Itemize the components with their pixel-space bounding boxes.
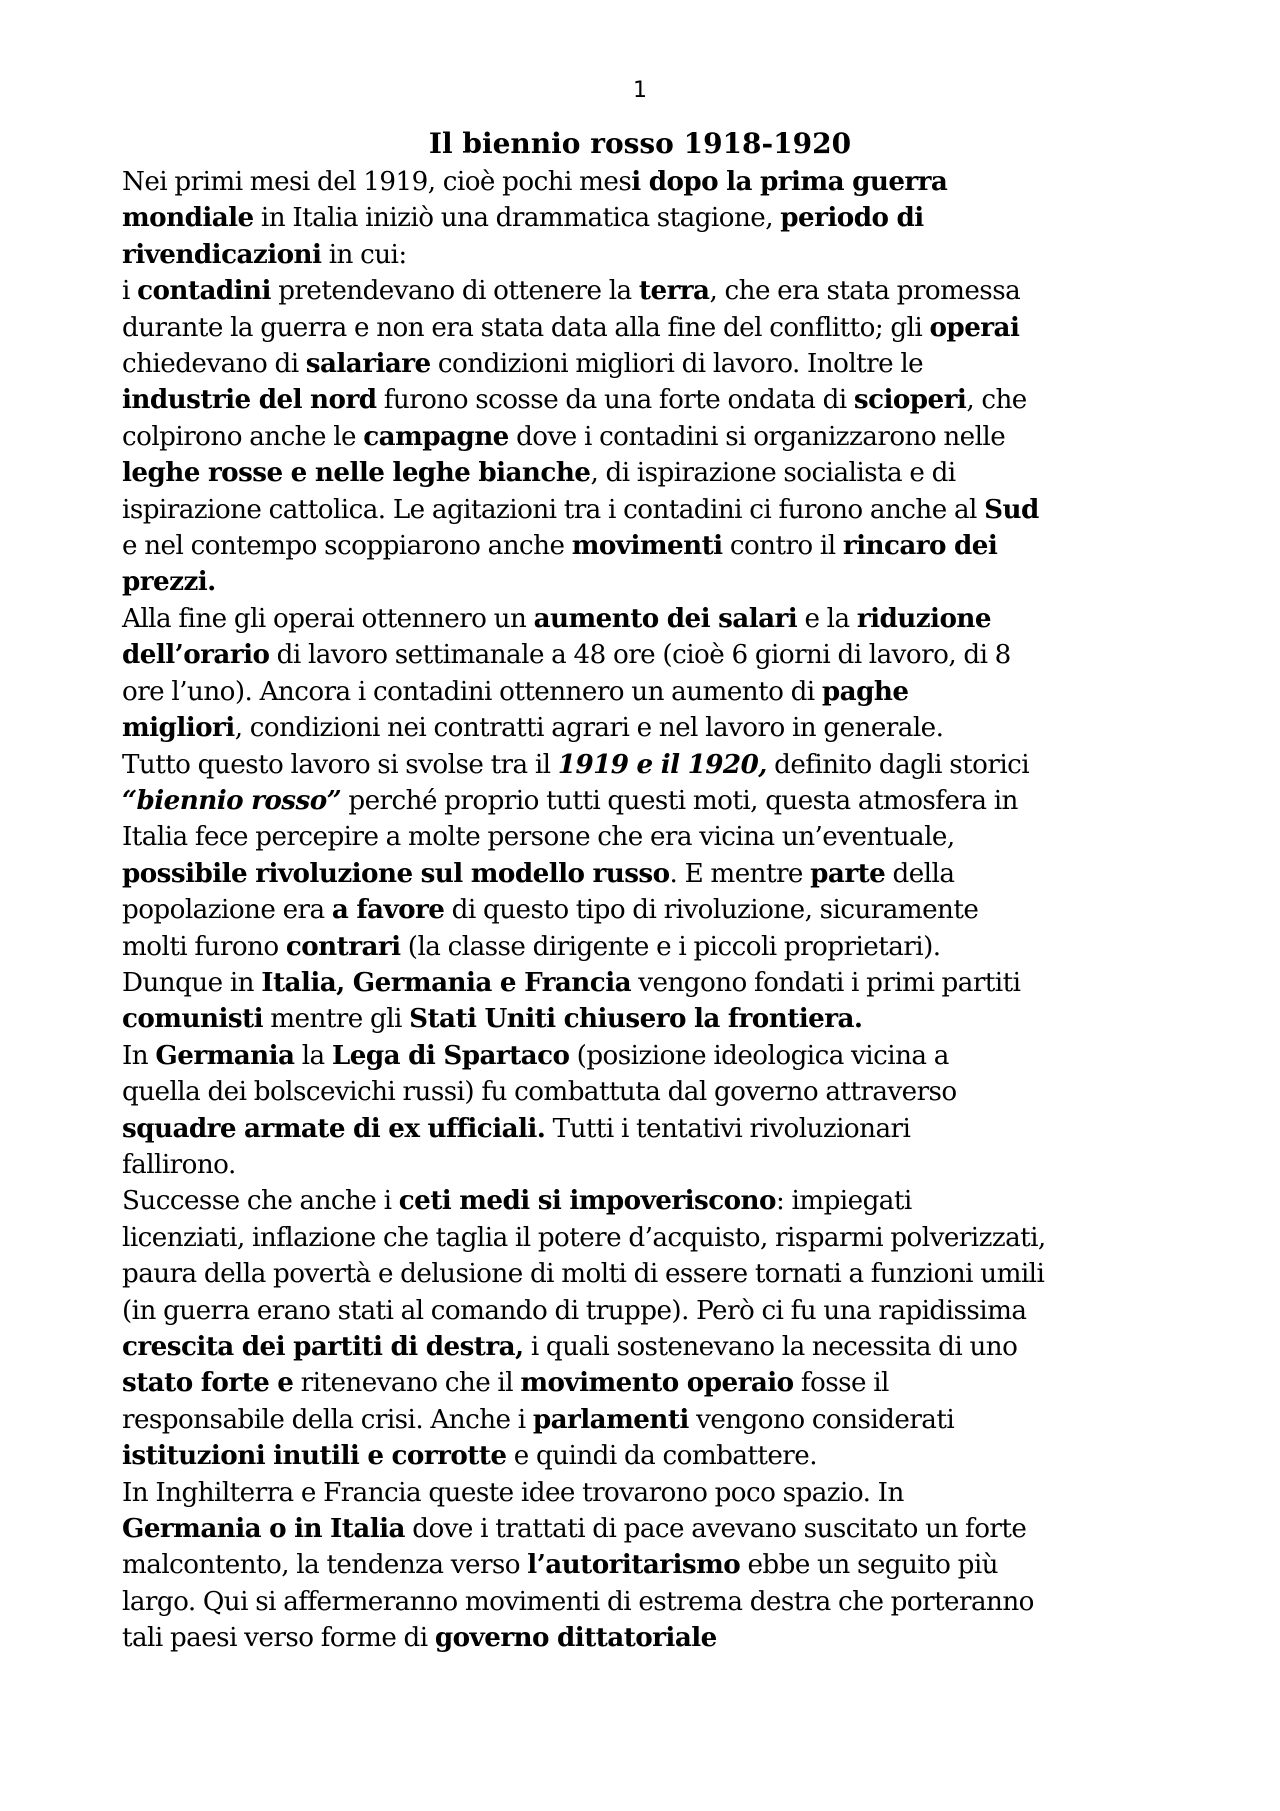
text-line: [122, 1001, 1182, 1037]
bold-text: comunisti: [122, 1003, 263, 1035]
bold-text: crescita dei partiti di destra,: [122, 1331, 524, 1362]
plain-text: dove i contadini si organizzarono nelle: [508, 421, 1006, 452]
bold-italic-text: 1919 e il 1920,: [557, 748, 767, 780]
bold-text: rivendicazioni: [122, 238, 322, 270]
text-line: [122, 1438, 1182, 1474]
text-line: [122, 492, 1182, 528]
text-line: [122, 1220, 1182, 1256]
text-line: [122, 1038, 1182, 1074]
plain-text: della: [885, 858, 955, 889]
bold-text: Sud: [984, 493, 1039, 525]
plain-text: molti furono: [122, 931, 286, 962]
plain-text: e nel contempo scoppiarono anche: [122, 531, 572, 562]
text-line: [122, 1293, 1182, 1329]
plain-text: . E mentre: [669, 858, 811, 889]
plain-text: In Inghilterra e Francia queste idee trovarono poco spazio. In: [122, 1477, 904, 1508]
plain-text: chiedevano di: [122, 349, 306, 380]
plain-text: e la: [797, 603, 857, 634]
plain-text: tali paesi verso forme di: [122, 1623, 435, 1654]
plain-text: , di ispirazione socialista e di: [590, 458, 956, 489]
plain-text: contro il: [722, 531, 843, 562]
plain-text: In: [122, 1040, 156, 1071]
text-line: [122, 273, 1182, 309]
bold-text: l’autoritarismo: [527, 1549, 741, 1581]
page-number: 1: [633, 78, 647, 103]
text-line: [122, 1147, 1182, 1183]
plain-text: i quali sostenevano la necessita di uno: [523, 1332, 1018, 1362]
text-line: [122, 819, 1182, 855]
text-line: [122, 1365, 1182, 1401]
text-line: [122, 783, 1182, 819]
plain-text: di questo tipo di rivoluzione, sicuramente: [444, 895, 979, 926]
bold-text: aumento dei salari: [533, 602, 798, 634]
plain-text: malcontento, la tendenza verso: [122, 1550, 528, 1581]
text-line: [122, 382, 1182, 418]
text-line: [122, 1475, 1182, 1511]
bold-text: squadre armate di ex ufficiali.: [122, 1112, 546, 1144]
text-line: [122, 747, 1182, 783]
plain-text: in cui:: [321, 239, 407, 270]
text-line: [122, 419, 1182, 455]
plain-text: vengono fondati i primi partiti: [631, 967, 1021, 998]
text-line: [122, 1620, 1182, 1656]
plain-text: (la classe dirigente e i piccoli proprietari).: [400, 931, 941, 962]
bold-text: scioperi: [853, 384, 967, 416]
bold-text: campagne: [363, 420, 509, 452]
document-body: [122, 164, 1182, 1657]
plain-text: responsabile della crisi. Anche i: [122, 1404, 533, 1435]
bold-text: Italia, Germania e Francia: [261, 966, 632, 998]
plain-text: , che era stata promessa: [709, 276, 1021, 307]
plain-text: Tutti i tentativi rivoluzionari: [545, 1113, 911, 1144]
plain-text: dove i trattati di pace avevano suscitato un forte: [404, 1514, 1027, 1545]
plain-text: ispirazione cattolica. Le agitazioni tra i contadini ci furono anche al: [122, 494, 985, 525]
bold-text: salariare: [305, 348, 431, 380]
text-line: [122, 601, 1182, 637]
text-line: [122, 346, 1182, 382]
plain-text: e quindi da combattere.: [506, 1441, 817, 1472]
bold-text: governo dittatoriale: [434, 1622, 717, 1654]
plain-text: largo. Qui si affermeranno movimenti di estrema destra che porteranno: [122, 1586, 1034, 1617]
text-line: [122, 965, 1182, 1001]
plain-text: pretendevano di ottenere la: [270, 276, 639, 307]
text-line: [122, 856, 1182, 892]
bold-text: dell’orario: [122, 639, 270, 671]
text-line: [122, 1402, 1182, 1438]
bold-text: riduzione: [856, 602, 991, 634]
plain-text: quella dei bolscevichi russi) fu combattuta dal governo attraverso: [122, 1077, 957, 1108]
text-line: [122, 1329, 1182, 1365]
plain-text: fosse il: [793, 1368, 889, 1399]
text-line: [122, 1111, 1182, 1147]
plain-text: vengono considerati: [688, 1404, 955, 1435]
bold-text: contadini: [137, 275, 271, 307]
bold-text: ceti medi si impoveriscono: [398, 1185, 776, 1217]
bold-text: istituzioni inutili e corrotte: [122, 1440, 507, 1472]
bold-text: Germania o in Italia: [122, 1513, 405, 1545]
text-line: [122, 237, 1182, 273]
text-line: [122, 200, 1182, 236]
bold-text: contrari: [285, 930, 401, 962]
bold-text: possibile rivoluzione sul modello russo: [122, 857, 670, 889]
plain-text: , condizioni nei contratti agrari e nel lavoro in generale.: [234, 713, 944, 744]
plain-text: ebbe un seguito più: [740, 1550, 998, 1581]
plain-text: ore l’uno). Ancora i contadini ottennero un aumento di: [122, 676, 822, 707]
plain-text: , che: [966, 385, 1027, 416]
bold-text: prezzi.: [122, 566, 216, 598]
plain-text: in Italia iniziò una drammatica stagione,: [253, 203, 781, 234]
document-title: Il biennio rosso 1918-1920: [428, 127, 852, 160]
text-line: [122, 310, 1182, 346]
plain-text: licenziati, inflazione che taglia il potere d’acquisto, risparmi polverizzati,: [122, 1222, 1046, 1253]
plain-text: durante la guerra e non era stata data alla fine del conflitto; gli: [122, 312, 930, 343]
bold-text: leghe rosse e nelle leghe bianche: [122, 457, 591, 489]
plain-text: paura della povertà e delusione di molti di essere tornati a funzioni umili: [122, 1259, 1045, 1290]
plain-text: la: [294, 1040, 332, 1071]
plain-text: Dunque in: [122, 967, 262, 998]
plain-text: Italia fece percepire a molte persone che era vicina un’eventuale,: [122, 822, 955, 853]
plain-text: ritenevano che il: [293, 1368, 521, 1399]
text-line: [122, 1183, 1182, 1219]
plain-text: furono scosse da una forte ondata di: [376, 385, 854, 416]
text-line: [122, 528, 1182, 564]
text-line: [122, 710, 1182, 746]
plain-text: colpirono anche le: [122, 421, 364, 452]
bold-text: stato forte e: [122, 1367, 294, 1399]
bold-text: i dopo la prima guerra: [631, 166, 948, 197]
plain-text: Successe che anche i: [122, 1186, 399, 1217]
text-line: [122, 455, 1182, 491]
bold-text: operai: [929, 311, 1020, 343]
text-line: [122, 564, 1182, 600]
bold-text: parte: [810, 857, 886, 889]
bold-text: periodo di: [780, 202, 924, 234]
bold-text: parlamenti: [532, 1403, 689, 1435]
text-line: [122, 637, 1182, 673]
text-line: [122, 892, 1182, 928]
text-line: [122, 1547, 1182, 1583]
plain-text: condizioni migliori di lavoro. Inoltre le: [430, 349, 924, 380]
plain-text: popolazione era: [122, 895, 332, 926]
plain-text: : impiegati: [775, 1186, 912, 1217]
text-line: [122, 1584, 1182, 1620]
plain-text: Nei primi mesi del 1919, cioè pochi mes: [122, 167, 632, 197]
plain-text: Tutto questo lavoro si svolse tra il: [122, 749, 558, 780]
bold-text: Lega di Spartaco: [331, 1039, 570, 1071]
text-line: [122, 1256, 1182, 1292]
bold-text: industrie del nord: [122, 384, 377, 416]
plain-text: (posizione ideologica vicina a: [569, 1040, 949, 1071]
bold-text: a favore: [331, 894, 445, 926]
plain-text: fallirono.: [122, 1149, 236, 1180]
plain-text: perché proprio tutti questi moti, questa atmosfera in: [341, 785, 1018, 816]
bold-text: terra: [638, 275, 710, 307]
text-line: [122, 1074, 1182, 1110]
bold-text: Germania: [155, 1039, 295, 1071]
bold-text: mondiale: [122, 202, 254, 234]
plain-text: di lavoro settimanale a 48 ore (cioè 6 giorni di lavoro, di 8: [269, 640, 1011, 671]
bold-text: migliori: [122, 712, 235, 744]
plain-text: i: [122, 276, 138, 307]
plain-text: mentre gli: [263, 1004, 410, 1035]
bold-text: rincaro dei: [842, 530, 998, 562]
plain-text: Alla fine gli operai ottennero un: [122, 603, 534, 634]
bold-italic-text: “biennio rosso”: [122, 784, 342, 816]
plain-text: (in guerra erano stati al comando di truppe). Però ci fu una rapidissima: [122, 1295, 1027, 1326]
text-line: [122, 674, 1182, 710]
bold-text: Stati Uniti chiusero la frontiera.: [409, 1003, 863, 1035]
bold-text: paghe: [821, 675, 909, 707]
bold-text: movimento operaio: [520, 1367, 794, 1399]
text-line: [122, 164, 1182, 200]
bold-text: movimenti: [571, 530, 723, 562]
text-line: [122, 929, 1182, 965]
text-line: [122, 1511, 1182, 1547]
plain-text: definito dagli storici: [766, 749, 1030, 780]
